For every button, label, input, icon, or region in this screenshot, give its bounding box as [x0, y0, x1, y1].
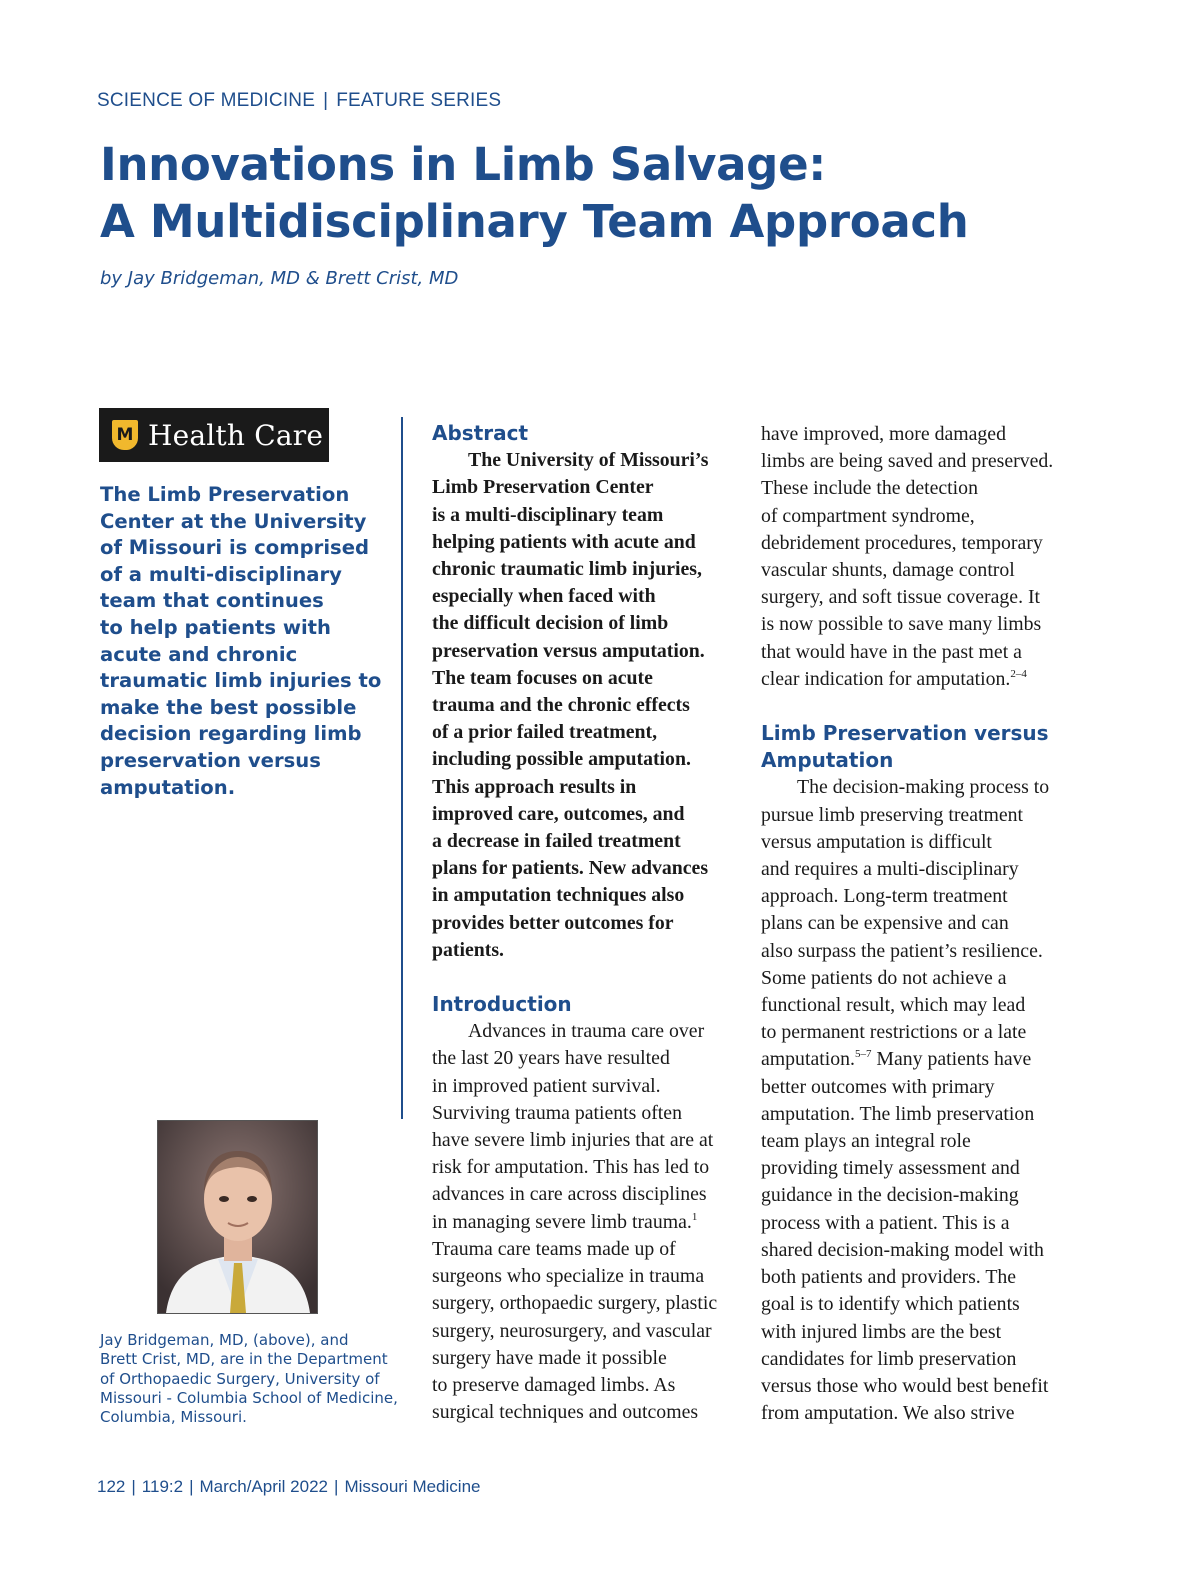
column-divider — [401, 417, 403, 1119]
limb-line: better outcomes with primary — [761, 1075, 995, 1098]
footer-separator: | — [334, 1477, 339, 1496]
limb-line: to permanent restrictions or a late — [761, 1021, 1027, 1044]
intro-line: surgery have made it possible — [432, 1346, 667, 1369]
intro-line: have severe limb injuries that are at — [432, 1129, 714, 1152]
body-column-2 — [761, 421, 1081, 1427]
introduction-text — [432, 1018, 742, 1426]
pullquote-line: preservation versus — [100, 748, 321, 772]
limb-line: goal is to identify which patients — [761, 1293, 1020, 1316]
abstract-heading: Abstract — [432, 421, 529, 445]
intro-line: surgery, neurosurgery, and vascular — [432, 1319, 712, 1342]
intro-cont-line-with-ref — [761, 666, 1081, 693]
series-name: FEATURE SERIES — [336, 90, 502, 111]
pullquote-line: of a multi-disciplinary — [100, 562, 342, 586]
abstract-line: a decrease in failed treatment — [432, 830, 681, 853]
limb-line: and requires a multi-disciplinary — [761, 858, 1019, 881]
intro-line: risk for amputation. This has led to — [432, 1156, 710, 1179]
pullquote-line: The Limb Preservation — [100, 483, 350, 506]
limb-line-text: amputation. — [761, 1048, 855, 1071]
reference-superscript: 5–7 — [854, 1048, 872, 1061]
intro-cont-text: clear indication for amputation. — [761, 667, 1011, 690]
limb-line: process with a patient. This is a — [761, 1211, 1010, 1234]
reference-superscript: 2–4 — [1010, 667, 1027, 680]
intro-cont-line: have improved, more damaged — [761, 423, 1006, 445]
caption-line: Brett Crist, MD, are in the Department — [100, 1350, 388, 1369]
logo-text: Health Care — [148, 418, 324, 452]
intro-line: Surviving trauma patients often — [432, 1101, 682, 1124]
limb-line: also surpass the patient’s resilience. — [761, 939, 1043, 962]
intro-line-text: in managing severe limb trauma. — [432, 1210, 692, 1233]
kicker-separator: | — [323, 90, 329, 111]
body-column-1 — [432, 420, 742, 1426]
pull-quote — [100, 482, 390, 801]
abstract-line: Limb Preservation Center — [432, 476, 654, 499]
mu-health-care-logo — [99, 408, 329, 462]
pullquote-line: acute and chronic — [100, 642, 298, 666]
intro-cont-line: of compartment syndrome, — [761, 504, 975, 527]
page-footer — [97, 1477, 480, 1497]
limb-line: functional result, which may lead — [761, 994, 1026, 1017]
abstract-line: in amputation techniques also — [432, 884, 685, 907]
limb-line: guidance in the decision-making — [761, 1184, 1019, 1207]
intro-continuation — [761, 421, 1081, 693]
limb-line: approach. Long-term treatment — [761, 885, 1008, 908]
intro-cont-line: vascular shunts, damage control — [761, 559, 1015, 582]
pullquote-line: traumatic limb injuries to — [100, 669, 382, 693]
intro-line: Trauma care teams made up of — [432, 1237, 676, 1260]
limb-line: The decision-making process to — [797, 776, 1050, 799]
abstract-line: of a prior failed treatment, — [432, 721, 658, 744]
intro-line: advances in care across disciplines — [432, 1183, 707, 1206]
abstract-line: trauma and the chronic effects — [432, 694, 690, 717]
abstract-text — [432, 447, 742, 964]
caption-line: of Orthopaedic Surgery, University of — [100, 1369, 380, 1388]
limb-section-text — [761, 774, 1081, 1427]
pullquote-line: Center at the University — [100, 509, 367, 533]
introduction-heading: Introduction — [432, 992, 572, 1017]
intro-cont-line: These include the detection — [761, 477, 978, 500]
mizzou-shield-icon: M — [112, 420, 138, 450]
caption-line: Columbia, Missouri. — [100, 1408, 247, 1427]
heading-line: Limb Preservation versus — [761, 721, 1049, 746]
abstract-line: provides better outcomes for — [432, 911, 674, 934]
abstract-line: plans for patients. New advances — [432, 857, 709, 880]
pullquote-line: make the best possible — [100, 695, 357, 719]
abstract-line: preservation versus amputation. — [432, 639, 705, 662]
pullquote-line: team that continues — [100, 589, 324, 613]
intro-line: Advances in trauma care over — [468, 1020, 705, 1043]
author-portrait-illustration — [158, 1121, 317, 1313]
intro-cont-line: that would have in the past met a — [761, 640, 1022, 663]
journal-name: Missouri Medicine — [344, 1477, 481, 1496]
limb-line: amputation. The limb preservation — [761, 1102, 1035, 1125]
section-name: SCIENCE OF MEDICINE — [97, 90, 316, 111]
intro-cont-line: limbs are being saved and preserved. — [761, 450, 1054, 473]
heading-line: Amputation — [761, 748, 894, 773]
intro-line: to preserve damaged limbs. As — [432, 1373, 676, 1396]
issue-date: March/April 2022 — [199, 1477, 329, 1496]
limb-line: plans can be expensive and can — [761, 912, 1009, 935]
limb-line: Some patients do not achieve a — [761, 966, 1007, 989]
footer-separator: | — [189, 1477, 194, 1496]
limb-line-with-ref — [761, 1046, 1081, 1073]
abstract-line: the difficult decision of limb — [432, 612, 669, 635]
title-line: A Multidisciplinary Team Approach — [100, 195, 969, 248]
abstract-line: helping patients with acute and — [432, 530, 696, 553]
limb-section-heading — [761, 720, 1081, 774]
limb-line-tail: Many patients have — [871, 1048, 1032, 1071]
intro-line: surgical techniques and outcomes — [432, 1401, 699, 1424]
limb-line: both patients and providers. The — [761, 1266, 1017, 1289]
abstract-line: especially when faced with — [432, 585, 656, 608]
limb-line: with injured limbs are the best — [761, 1320, 1002, 1343]
author-photo — [157, 1120, 318, 1314]
intro-line: surgery, orthopaedic surgery, plastic — [432, 1292, 718, 1315]
limb-line: providing timely assessment and — [761, 1157, 1020, 1180]
reference-superscript: 1 — [691, 1210, 698, 1223]
pullquote-line: amputation. — [100, 775, 236, 799]
intro-cont-line: debridement procedures, temporary — [761, 531, 1043, 554]
caption-line: Missouri - Columbia School of Medicine, — [100, 1388, 398, 1407]
limb-line: from amputation. We also strive — [761, 1402, 1015, 1425]
intro-line: surgeons who specialize in trauma — [432, 1265, 705, 1288]
limb-line: versus those who would best benefit — [761, 1374, 1049, 1397]
pullquote-line: decision regarding limb — [100, 722, 362, 746]
intro-cont-line: is now possible to save many limbs — [761, 613, 1042, 636]
abstract-line: is a multi-disciplinary team — [432, 503, 664, 526]
limb-line: versus amputation is difficult — [761, 830, 992, 853]
intro-line: the last 20 years have resulted — [432, 1047, 670, 1070]
page-number: 122 — [97, 1477, 126, 1496]
title-line: Innovations in Limb Salvage: — [100, 138, 826, 191]
intro-line: in improved patient survival. — [432, 1074, 661, 1097]
abstract-line: This approach results in — [432, 775, 637, 798]
abstract-line: including possible amputation. — [432, 748, 691, 771]
pullquote-line: of Missouri is comprised — [100, 536, 370, 560]
limb-line: candidates for limb preservation — [761, 1347, 1017, 1370]
limb-line: team plays an integral role — [761, 1130, 971, 1153]
volume-issue: 119:2 — [141, 1477, 184, 1496]
intro-cont-line: surgery, and soft tissue coverage. It — [761, 586, 1041, 609]
limb-line: pursue limb preserving treatment — [761, 803, 1024, 826]
abstract-line: The team focuses on acute — [432, 666, 653, 689]
abstract-line: patients. — [432, 938, 504, 961]
intro-line-with-ref — [432, 1209, 742, 1236]
author-caption — [100, 1331, 420, 1427]
abstract-line: The University of Missouri’s — [468, 449, 709, 472]
footer-separator: | — [131, 1477, 136, 1496]
caption-line: Jay Bridgeman, MD, (above), and — [100, 1331, 349, 1349]
abstract-line: chronic traumatic limb injuries, — [432, 558, 702, 581]
limb-line: shared decision-making model with — [761, 1238, 1044, 1261]
byline: by Jay Bridgeman, MD & Brett Crist, MD — [100, 268, 459, 289]
abstract-line: improved care, outcomes, and — [432, 802, 685, 825]
section-kicker — [97, 90, 501, 112]
article-title — [100, 136, 1100, 250]
pullquote-line: to help patients with — [100, 615, 332, 639]
